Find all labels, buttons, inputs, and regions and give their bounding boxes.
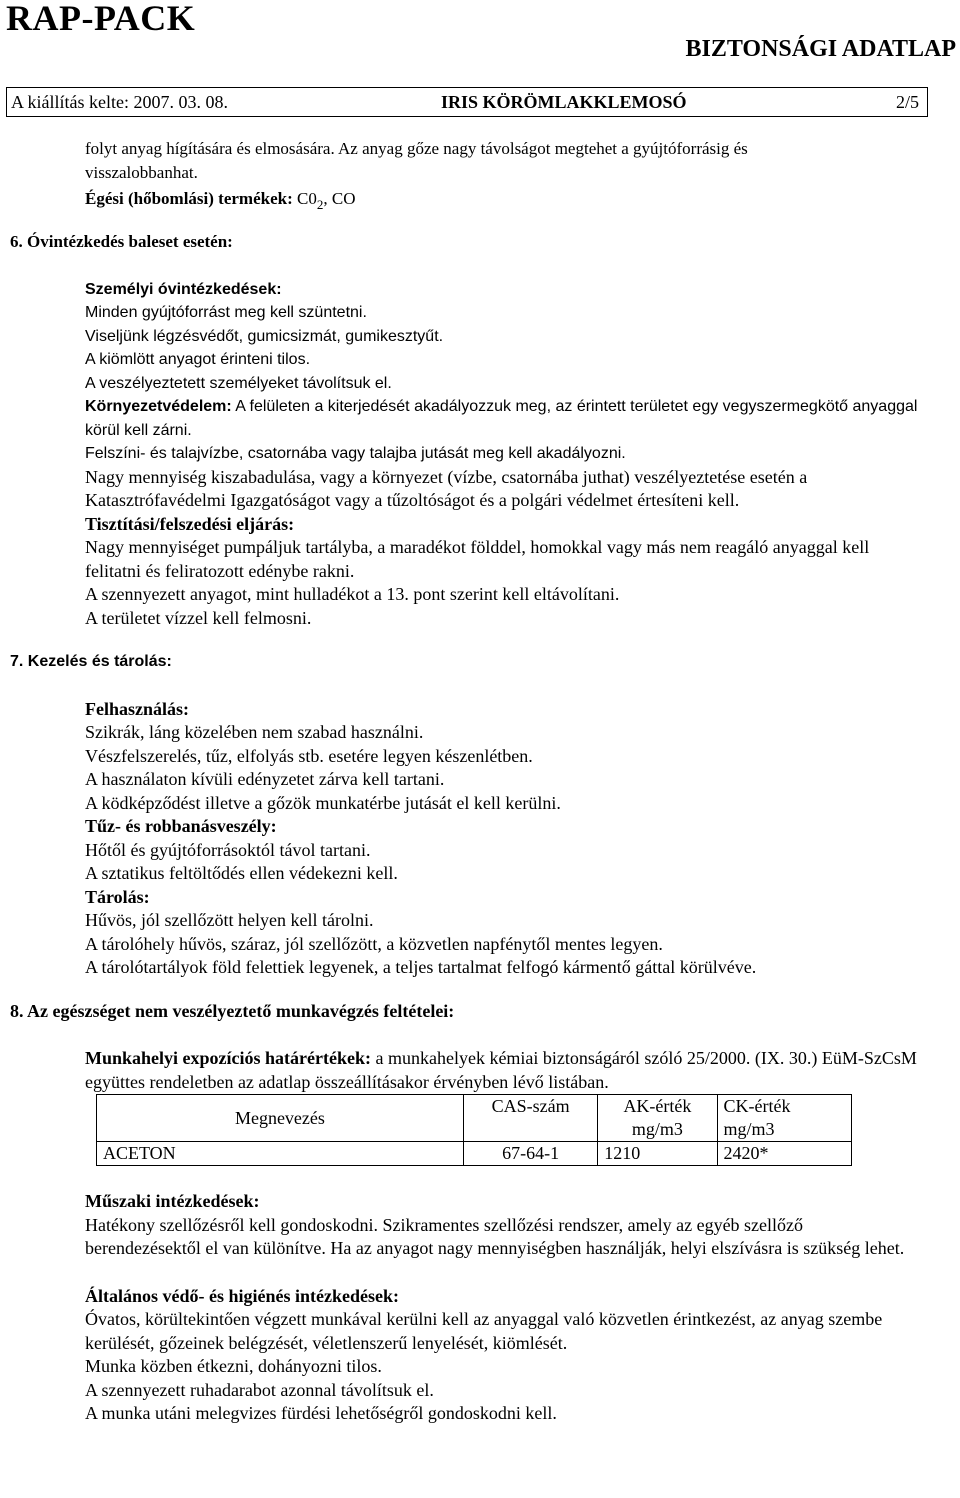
cleaning-label: Tisztítási/felszedési eljárás: bbox=[85, 513, 295, 534]
header-name: Megnevezés bbox=[97, 1095, 464, 1142]
header-cas-label: CAS-szám bbox=[491, 1096, 570, 1116]
combustion-value-a: C0 bbox=[292, 189, 317, 208]
environment-paragraph bbox=[0, 395, 960, 442]
use-item: Vészfelszerelés, tűz, elfolyás stb. esetére legyen készenlétben. bbox=[85, 745, 533, 766]
hygiene-item: A szennyezett ruhadarabot azonnal távolítsuk el. bbox=[85, 1379, 434, 1400]
section-6-personal bbox=[0, 278, 960, 466]
cell-ak: 1210 bbox=[598, 1142, 717, 1166]
section-6-title: 6. Óvintézkedés baleset esetén: bbox=[10, 232, 233, 251]
use-item: A használaton kívüli edényzetet zárva kell tartani. bbox=[85, 769, 445, 789]
use-item: A ködképződést illetve a gőzök munkatérbe jutását el kell kerülni. bbox=[85, 792, 561, 813]
combustion-products bbox=[0, 184, 960, 220]
use-label: Felhasználás: bbox=[85, 698, 190, 719]
header-ck-unit: mg/m3 bbox=[723, 1119, 775, 1139]
personal-item: A kiömlött anyagot érinteni tilos. bbox=[85, 351, 311, 368]
cell-ck: 2420* bbox=[717, 1142, 851, 1166]
personal-item: A veszélyeztetett személyeket távolítsuk el. bbox=[85, 374, 392, 392]
combustion-value-b: , CO bbox=[323, 189, 356, 208]
header-ak-unit: mg/m3 bbox=[631, 1119, 683, 1139]
storage-item: Hűvös, jól szellőzött helyen kell tárolni. bbox=[85, 910, 374, 930]
storage-item: A tárolóhely hűvös, száraz, jól szellőzött, a közvetlen napfénytől mentes legyen. bbox=[85, 933, 663, 954]
table-row bbox=[97, 1142, 852, 1166]
document-body bbox=[0, 137, 960, 1426]
cleaning-item: Nagy mennyiséget pumpáljuk tartályba, a maradékot földdel, homokkal vagy más nem reagáló anyaggal kell felitatni és feliratozott edénybe rakni. bbox=[85, 537, 870, 581]
fire-label: Tűz- és robbanásveszély: bbox=[85, 816, 277, 836]
cell-cas: 67-64-1 bbox=[463, 1142, 597, 1166]
header-cas bbox=[463, 1095, 597, 1142]
header-ak bbox=[598, 1095, 717, 1142]
table-header-row bbox=[97, 1095, 852, 1142]
limits-label: Munkahelyi expozíciós határértékek: bbox=[85, 1048, 371, 1068]
hygiene-item: Óvatos, körültekintően végzett munkával kerülni kell az anyaggal való közvetlen érintkezést, az anyag szembe kerülését, gőzeinek belégzését, véletlenszerű lenyelését, kiömlését. bbox=[85, 1309, 883, 1353]
exposure-limits-table bbox=[96, 1094, 852, 1166]
personal-item: Minden gyújtóforrást meg kell szüntetni. bbox=[85, 304, 367, 321]
environment-text: A felületen a kiterjedését akadályozzuk meg, az érintett területet egy vegyszermegkötő anyaggal körül kell zárni. bbox=[85, 398, 918, 439]
cleaning-item: A területet vízzel kell felmosni. bbox=[85, 607, 312, 628]
continuation-line-2: visszalobbanhat. bbox=[85, 162, 198, 182]
storage-label: Tárolás: bbox=[85, 886, 150, 907]
personal-item: Viseljünk légzésvédőt, gumicsizmát, gumikesztyűt. bbox=[85, 327, 444, 345]
header-ck bbox=[717, 1095, 851, 1142]
header-ck-label: CK-érték bbox=[723, 1096, 791, 1116]
limits-text: a munkahelyek kémiai biztonságáról szóló 25/2000. (IX. 30.) EüM-SzCsM együttes rendeletben az adatlap összeállításakor érvényben lévő listában. bbox=[85, 1048, 917, 1092]
technical-text: Hatékony szellőzésről kell gondoskodni. Szikramentes szellőzési rendszer, amely az egyéb szellőző berendezésektől el van különítve. Ha az anyagot nagy mennyiségben használják, helyi elszívásra is szükség lehet. bbox=[85, 1214, 905, 1258]
storage-item: A tárolótartályok föld felettiek legyenek, a teljes tartalmat felfogó kármentő gáttal körülvéve. bbox=[85, 957, 757, 977]
combustion-subscript: 2 bbox=[316, 197, 324, 212]
personal-label: Személyi óvintézkedések: bbox=[85, 280, 282, 298]
continuation-line-1: folyt anyag hígítására és elmosására. Az anyag gőze nagy távolságot megtehet a gyújtóforrásig és bbox=[85, 139, 748, 158]
page-number: 2/5 bbox=[895, 91, 919, 112]
use-item: Szikrák, láng közelében nem szabad használni. bbox=[85, 722, 424, 742]
section-8-title: 8. Az egészséget nem veszélyeztető munkavégzés feltételei: bbox=[10, 1000, 455, 1021]
cleaning-item: A szennyezett anyagot, mint hulladékot a 13. pont szerint kell eltávolítani. bbox=[85, 584, 620, 604]
header-ak-label: AK-érték bbox=[623, 1096, 692, 1116]
environment-line-3: Nagy mennyiség kiszabadulása, vagy a környezet (vízbe, csatornába juthat) veszélyeztetése esetén a Katasztrófavédelmi Igazgatóságot vagy a tűzoltóságot és a polgári védelmet értesíteni kell. bbox=[85, 466, 808, 510]
section-7-title: 7. Kezelés és tárolás: bbox=[10, 653, 172, 670]
technical-label: Műszaki intézkedések: bbox=[85, 1191, 260, 1211]
document-type-title: BIZTONSÁGI ADATLAP bbox=[685, 36, 956, 62]
header-info-bar bbox=[6, 87, 928, 117]
environment-label: Környezetvédelem: bbox=[85, 398, 232, 415]
environment-line-2: Felszíni- és talajvízbe, csatornába vagy talajba jutását meg kell akadályozni. bbox=[85, 445, 626, 462]
issue-date: A kiállítás kelte: 2007. 03. 08. bbox=[11, 91, 228, 112]
fire-item: Hőtől és gyújtóforrásoktól távol tartani. bbox=[85, 839, 371, 860]
combustion-label: Égési (hőbomlási) termékek: bbox=[85, 189, 293, 208]
hygiene-item: Munka közben étkezni, dohányozni tilos. bbox=[85, 1356, 382, 1376]
product-name: IRIS KÖRÖMLAKKLEMOSÓ bbox=[441, 91, 687, 112]
cell-name: ACETON bbox=[97, 1142, 464, 1166]
fire-item: A sztatikus feltöltődés ellen védekezni kell. bbox=[85, 863, 398, 883]
hygiene-item: A munka utáni melegvizes fürdési lehetőségről gondoskodni kell. bbox=[85, 1403, 557, 1423]
limits-paragraph bbox=[0, 1047, 960, 1094]
hygiene-label: Általános védő- és higiénés intézkedések: bbox=[85, 1285, 399, 1306]
brand-logo-text: RAP-PACK bbox=[6, 0, 196, 38]
